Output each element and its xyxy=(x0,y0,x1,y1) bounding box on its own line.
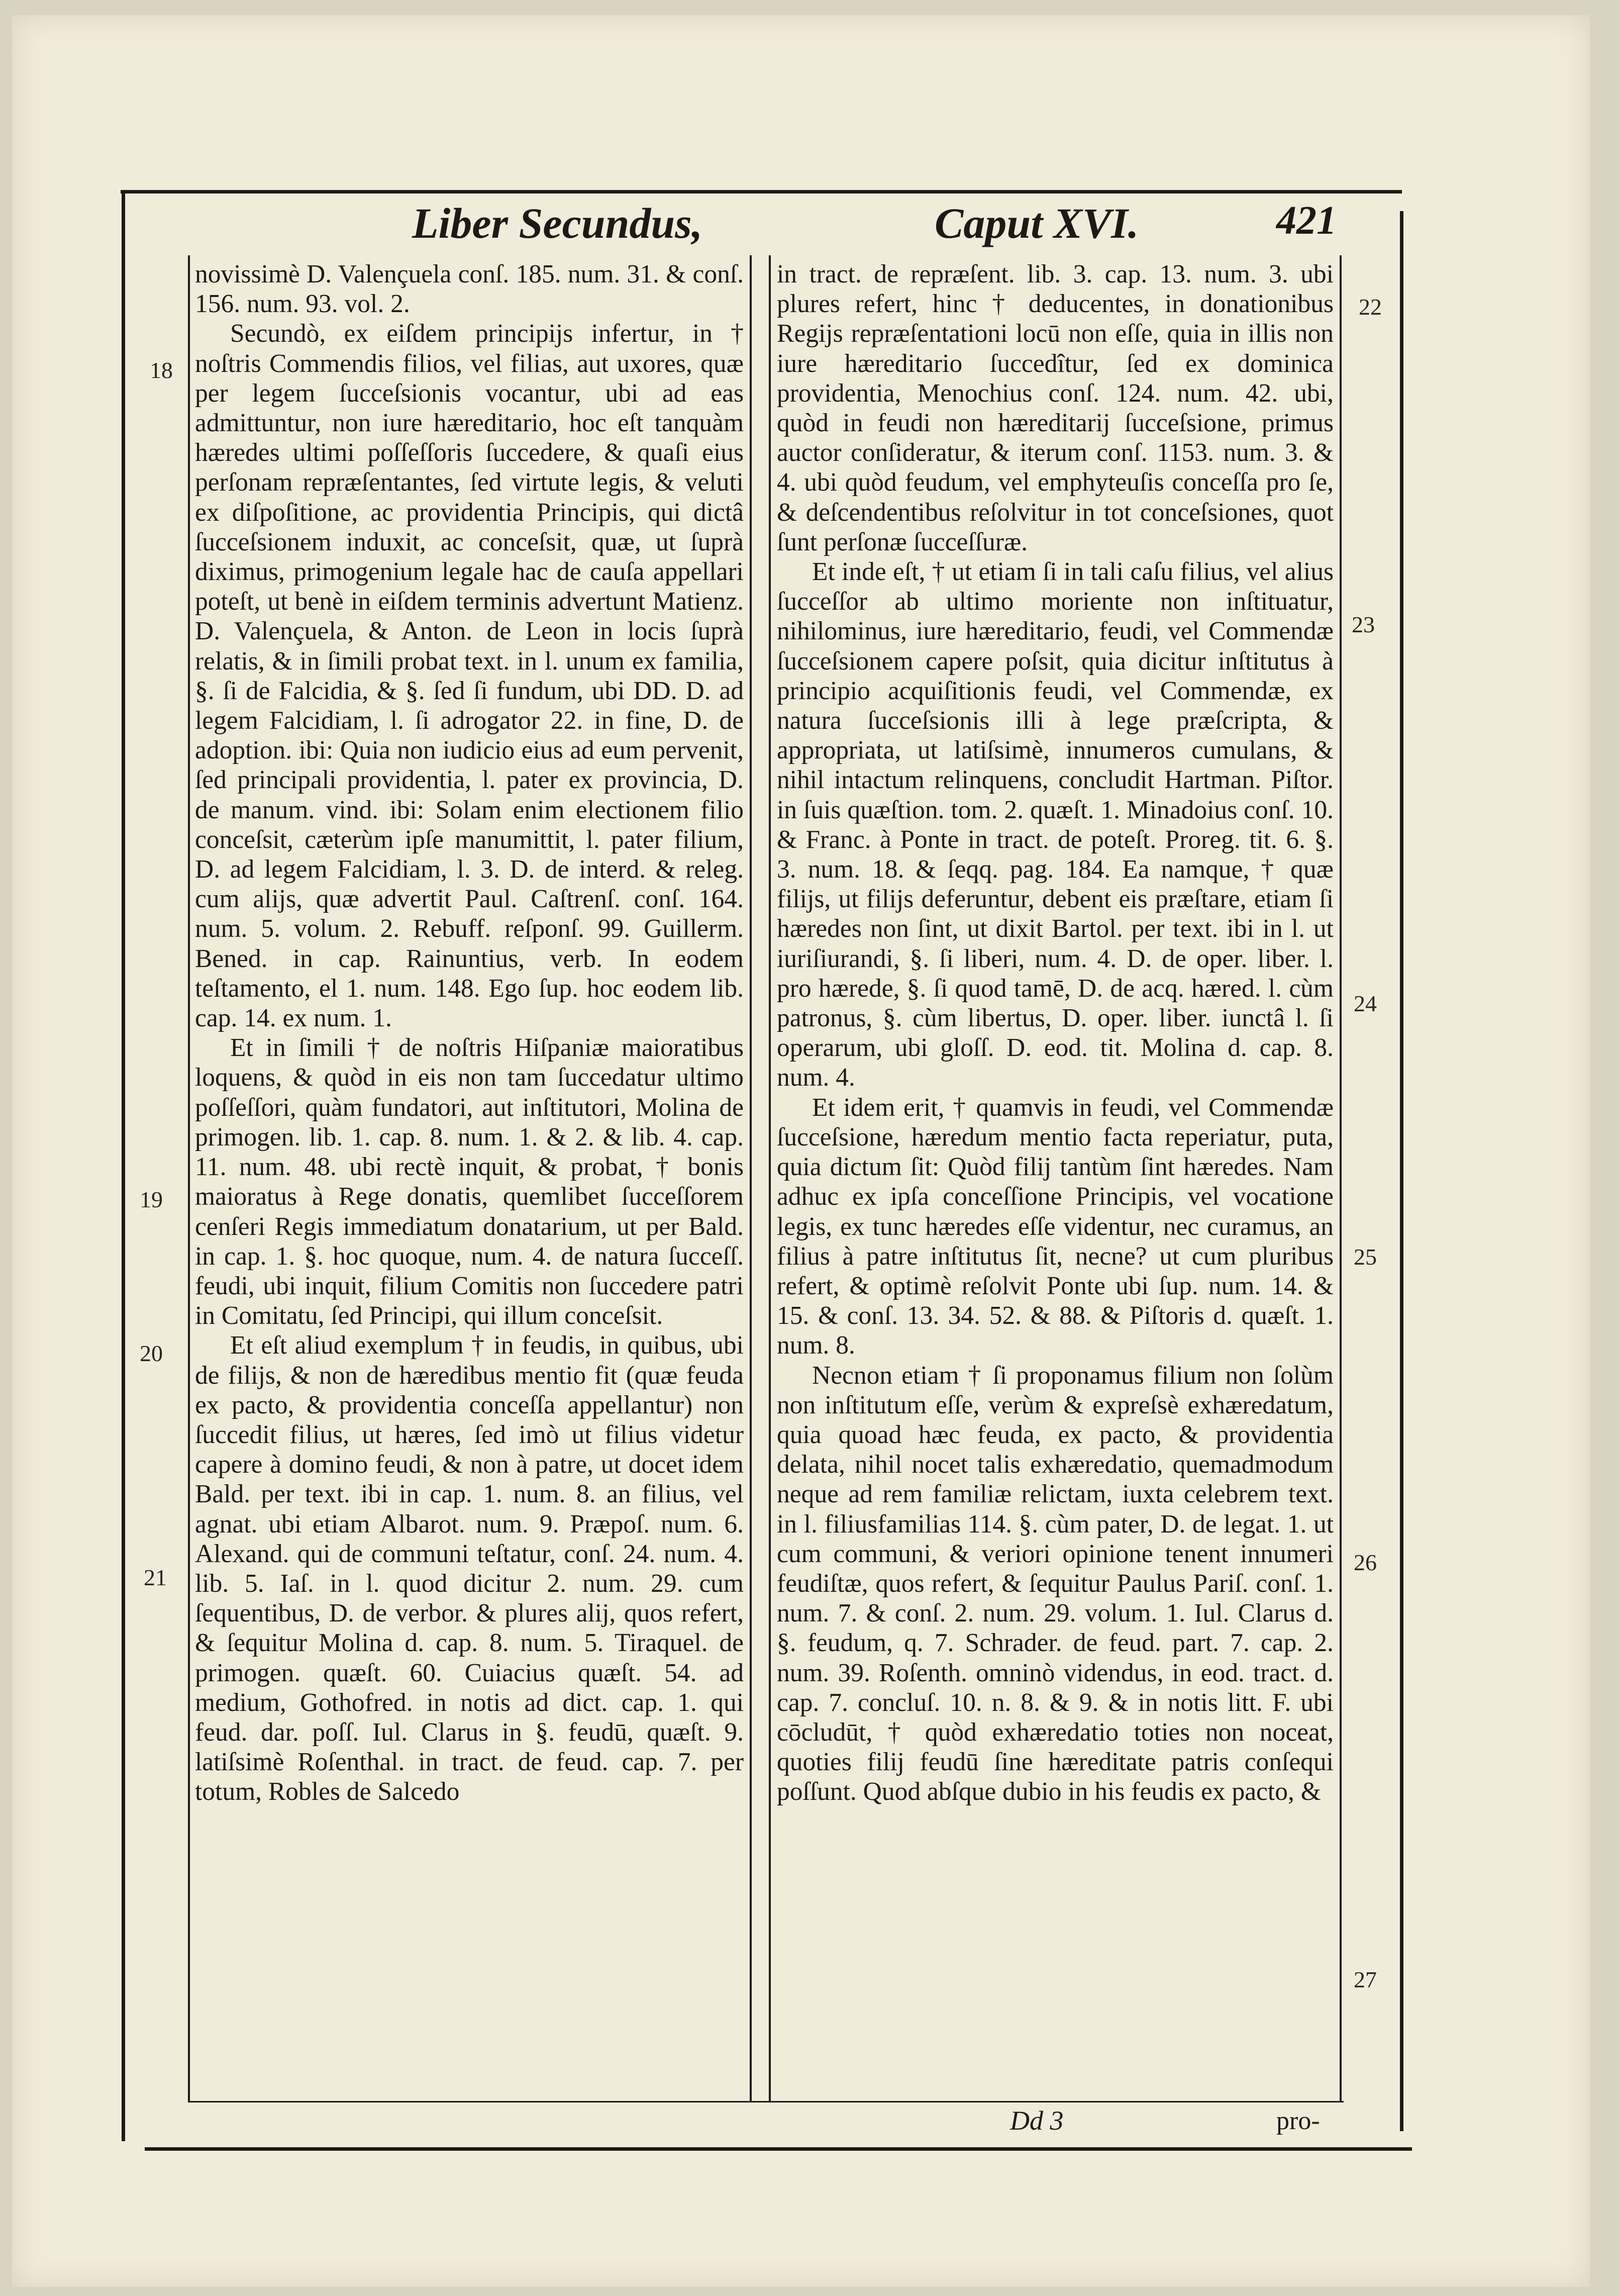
left-text-column xyxy=(195,259,744,2094)
text-block-bottom-rule xyxy=(188,2101,1344,2102)
frame-left-rule xyxy=(122,190,125,2141)
paragraph: in tract. de repræſent. lib. 3. cap. 13. num. 3. ubi plures refert, hinc † deducentes, in donationibus Regijs repræſentationi locū non eſſe, quia in illis non iure hæreditario ſuccedîtur, ſed ex dominica providentia, Menochius conſ. 124. num. 42. ubi, quòd in feudi non hæreditarij ſucceſsione, primus auctor conſideratur, & iterum conſ. 1153. num. 3. & 4. ubi quòd feudum, vel emphyteuſis conceſſa pro ſe, & deſcendentibus reſolvitur in tot conceſsiones, quot ſunt perſonæ ſucceſſuræ. xyxy=(777,260,1334,556)
marginal-number: 20 xyxy=(140,1341,163,1366)
right-column-rule xyxy=(1340,255,1342,2101)
right-text-column xyxy=(777,259,1334,2094)
marginal-number: 25 xyxy=(1354,1244,1377,1270)
paragraph: Secundò, ex eiſdem principijs infertur, in † noſtris Commendis filios, vel filias, aut uxores, quæ per legem ſucceſsionis vocantur, ubi ad eas admittuntur, non iure hæreditario, hoc eſt tanquàm hæredes ultimi poſſeſſoris ſuccedere, & quaſi eius perſonam repræſentantes, ſed virtute legis, & veluti ex diſpoſitione, ac providentia Principis, qui dictâ ſucceſsionem induxit, ac conceſsit, quæ, ut ſuprà diximus, primogenium legale hac de cauſa appellari poteſt, ut benè in eiſdem terminis advertunt Matienz. D. Valençuela, & Anton. de Leon in locis ſuprà relatis, & in ſimili probat text. in l. unum ex familia, §. ſi de Falcidia, & §. ſed ſi fundum, ubi DD. D. ad legem Falcidiam, l. ſi adrogator 22. in fine, D. de adoption. ibi: Quia non iudicio eius ad eum pervenit, ſed principali providentia, l. pater ex provincia, D. de manum. vind. ibi: Solam enim electionem filio conceſsit, cæterùm ipſe manumittit, l. pater filium, D. ad legem Falcidiam, l. 3. D. de interd. & releg. cum alijs, quæ advertit Paul. Caſtrenſ. conſ. 164. num. 5. volum. 2. Rebuff. reſponſ. 99. Guillerm. Bened. in cap. Rainuntius, verb. In eodem teſtamento, el 1. num. 148. Ego ſup. hoc eodem lib. cap. 14. ex num. 1. xyxy=(195,319,744,1033)
frame-right-rule xyxy=(1400,211,1403,2131)
page-number: 421 xyxy=(1276,199,1337,243)
marginal-number: 23 xyxy=(1352,612,1375,637)
marginal-number: 26 xyxy=(1354,1550,1377,1575)
marginal-number: 19 xyxy=(140,1187,163,1212)
center-column-rule-1 xyxy=(750,255,752,2101)
marginal-number: 18 xyxy=(150,357,173,383)
signature-mark: Dd 3 xyxy=(1010,2106,1064,2136)
left-column-rule xyxy=(188,255,190,2101)
marginal-number: 27 xyxy=(1354,1967,1377,1992)
paragraph: Necnon etiam † ſi proponamus filium non ſolùm non inſtitutum eſſe, verùm & expreſsè exhæredatum, quia quoad hæc feuda, ex pacto, & providentia delata, nihil nocet talis exhæredatio, quemadmodum neque ad rem familiæ relictam, iuxta celebrem text. in l. filiusfamilias 114. §. cùm pater, D. de legat. 1. ut cum communi, & veriori opinione tenent innumeri feudiſtæ, quos refert, & ſequitur Paulus Pariſ. conſ. 1. num. 7. & conſ. 2. num. 29. volum. 1. Iul. Clarus d. §. feudum, q. 7. Schrader. de feud. part. 7. cap. 2. num. 39. Roſenth. omninò videndus, in eod. tract. d. cap. 7. concluſ. 10. n. 8. & 9. & in notis litt. F. ubi cōcludūt, † quòd exhæredatio toties non noceat, quoties filij feudū ſine hæreditate patris conſequi poſſunt. Quod abſque dubio in his feudis ex pacto, & xyxy=(777,1361,1334,1806)
frame-bottom-rule xyxy=(145,2147,1412,2151)
paragraph: Et eſt aliud exemplum † in feudis, in quibus, ubi de filijs, & non de hæredibus mentio fit (quæ feuda ex pacto, & providentia conceſſa appellantur) non ſuccedit filius, ut hæres, ſed imò ut filius videtur capere à domino feudi, & non à patre, ut docet idem Bald. per text. ibi in cap. 1. num. 8. an filius, vel agnat. ubi etiam Albarot. num. 9. Præpoſ. num. 6. Alexand. qui de communi teſtatur, conſ. 24. num. 4. lib. 5. Iaſ. in l. quod dicitur 2. num. 29. cum ſequentibus, D. de verbor. & plures alij, quos refert, & ſequitur Molina d. cap. 8. num. 5. Tiraquel. de primogen. quæſt. 60. Cuiacius quæſt. 54. ad medium, Gothofred. in notis ad dict. cap. 1. qui feud. dar. poſſ. Iul. Clarus in §. feudū, quæſt. 9. latiſsimè Roſenthal. in tract. de feud. cap. 7. per totum, Robles de Salcedo xyxy=(195,1331,744,1806)
center-column-rule-2 xyxy=(769,255,771,2101)
paragraph: Et inde eſt, † ut etiam ſi in tali caſu filius, vel alius ſucceſſor ab ultimo moriente non inſtituatur, nihilominus, iure hæreditario, feudi, vel Commendæ ſucceſsionem capere poſsit, quia dicitur inſtitutus à principio acquiſitionis feudi, vel Commendæ, ex natura ſucceſsionis illi à lege præſcripta, & appropriata, ut latiſsimè, innumeros cumulans, & nihil intactum relinquens, concludit Hartman. Piſtor. in ſuis quæſtion. tom. 2. quæſt. 1. Minadoius conſ. 10. & Franc. à Ponte in tract. de poteſt. Proreg. tit. 6. §. 3. num. 18. & ſeqq. pag. 184. Ea namque, † quæ filijs, ut filijs deferuntur, debent eis præſtare, etiam ſi hæredes non ſint, ut dixit Bartol. per text. ibi in l. ut iuriſiurandi, §. ſi liberi, num. 4. D. de oper. liber. l. pro hærede, §. ſi quod tamē, D. de acq. hæred. l. cùm patronus, §. cùm libertus, D. oper. liber. iunctâ l. ſi operarum, ubi gloſſ. D. eod. tit. Molina d. cap. 8. num. 4. xyxy=(777,557,1334,1092)
running-head-book: Liber Secundus, xyxy=(412,199,703,247)
paragraph: novissimè D. Valençuela conſ. 185. num. 31. & conſ. 156. num. 93. vol. 2. xyxy=(195,260,744,319)
running-head xyxy=(126,187,1397,255)
paragraph: Et idem erit, † quamvis in feudi, vel Commendæ ſucceſsione, hæredum mentio facta reperiatur, puta, quia dictum ſit: Quòd filij tantùm ſint hæredes. Nam adhuc ex ipſa conceſſione Principis, vel vocatione legis, ex tunc hæredes eſſe videntur, nec curamus, an filius à patre inſtitutus ſit, necne? ut cum pluribus refert, & optimè reſolvit Ponte ubi ſup. num. 14. & 15. & conſ. 13. 34. 52. & 88. & Piſtoris d. quæſt. 1. num. 8. xyxy=(777,1093,1334,1360)
marginal-number: 24 xyxy=(1354,991,1377,1016)
marginal-number: 22 xyxy=(1359,294,1382,320)
marginal-number: 21 xyxy=(144,1565,167,1590)
paragraph: Et in ſimili † de noſtris Hiſpaniæ maioratibus loquens, & quòd in eis non tam ſuccedatur ultimo poſſeſſori, quàm fundatori, aut inſtitutori, Molina de primogen. lib. 1. cap. 8. num. 1. & 2. & lib. 4. cap. 11. num. 48. ubi rectè inquit, & probat, † bonis maioratus à Rege donatis, quemlibet ſucceſſorem cenſeri Regis immediatum donatarium, ut per Bald. in cap. 1. §. hoc quoque, num. 4. de natura ſucceſſ. feudi, ubi inquit, filium Comitis non ſuccedere patri in Comitatu, ſed Principi, qui illum conceſsit. xyxy=(195,1033,744,1330)
catchword: pro- xyxy=(1276,2107,1320,2135)
running-head-chapter: Caput XVI. xyxy=(935,199,1139,247)
